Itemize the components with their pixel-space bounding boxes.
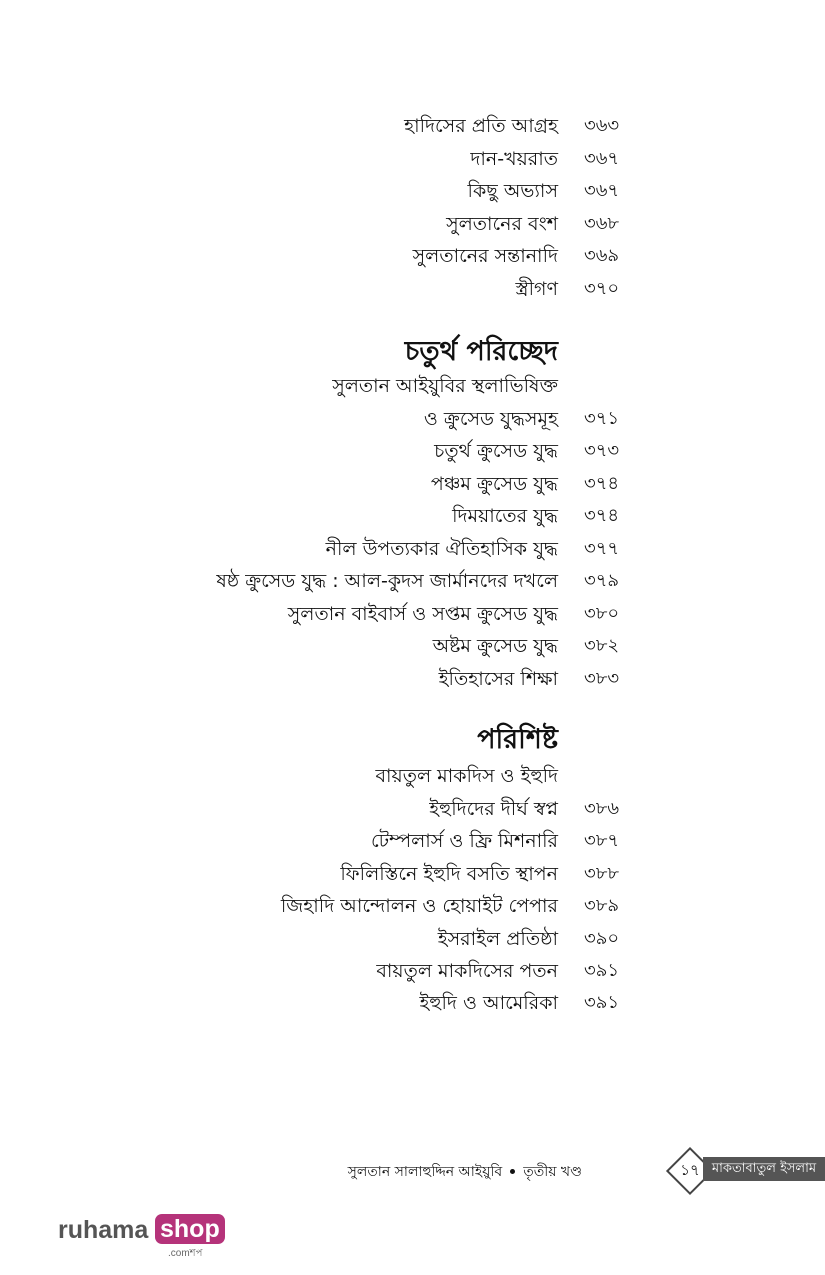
toc-entry [0, 987, 825, 1019]
appendix-heading: পরিশিষ্ট [477, 724, 558, 755]
toc-entry-label: সুলতান আইয়ুবির স্থলাভিষিক্ত [332, 375, 558, 397]
toc-entry-label: বায়তুল মাকদিসের পতন [376, 960, 558, 982]
logo-text-com: .comশপ [168, 1248, 203, 1259]
toc-entry [0, 760, 825, 792]
toc-entry [0, 825, 825, 857]
toc-entry-page: ৩৬৩ [584, 115, 620, 136]
toc-entry-label: কিছু অভ্যাস [467, 180, 558, 202]
publisher-name: মাকতাবাতুল ইসলাম [703, 1157, 825, 1181]
toc-entry [0, 565, 825, 597]
toc-entry-page: ৩৬৭ [584, 180, 620, 201]
toc-entry-page: ৩৭৭ [584, 538, 620, 559]
toc-entry [0, 793, 825, 825]
toc-entry-label: ইতিহাসের শিক্ষা [438, 668, 558, 690]
toc-entry-page: ৩৭০ [584, 278, 620, 299]
toc-entry-page: ৩৭৯ [584, 570, 620, 591]
toc-entry-page: ৩৭৪ [584, 505, 620, 526]
toc-entry-label: ইসরাইল প্রতিষ্ঠা [437, 928, 558, 950]
toc-entry-label: সুলতানের বংশ [446, 213, 558, 235]
toc-entry-page: ৩৯০ [584, 928, 620, 949]
toc-entry-page: ৩৬৯ [584, 245, 620, 266]
toc-entry [0, 468, 825, 500]
toc-entry-label: চতুর্থ ক্রুসেড যুদ্ধ [434, 440, 558, 462]
page-number: ১৭ [680, 1161, 700, 1179]
toc-entry [0, 955, 825, 987]
ruhamashop-logo [58, 1210, 228, 1260]
toc-entry [0, 175, 825, 207]
toc-entry-page: ৩৮৩ [584, 668, 620, 689]
toc-entry-label: সুলতান বাইবার্স ও সপ্তম ক্রুসেড যুদ্ধ [287, 603, 558, 625]
bullet-icon [510, 1169, 515, 1174]
logo-text-ruhama: ruhama [58, 1216, 149, 1244]
toc-entry-label: দিময়াতের যুদ্ধ [452, 505, 558, 527]
toc-entry-page: ৩৭৪ [584, 473, 620, 494]
toc-entry-label: অষ্টম ক্রুসেড যুদ্ধ [432, 635, 558, 657]
toc-entry-label: ইহুদিদের দীর্ঘ স্বপ্ন [429, 798, 558, 820]
toc-entry-page: ৩৭৩ [584, 440, 620, 461]
toc-entry [0, 435, 825, 467]
toc-entry-page: ৩৮৬ [584, 798, 620, 819]
toc-entry [0, 858, 825, 890]
toc-entry [0, 370, 825, 402]
toc-entry-label: স্ত্রীগণ [515, 278, 558, 300]
toc-entry-page: ৩৮২ [584, 635, 620, 656]
toc-entry-label: পঞ্চম ক্রুসেড যুদ্ধ [430, 473, 558, 495]
toc-entry [0, 208, 825, 240]
toc-entry [0, 403, 825, 435]
toc-entry [0, 240, 825, 272]
toc-entry-label: হাদিসের প্রতি আগ্রহ [404, 115, 558, 137]
toc-entry [0, 273, 825, 305]
running-footer [348, 1160, 582, 1184]
toc-entry-page: ৩৯১ [584, 992, 620, 1013]
toc-entry-label: দান-খয়রাত [470, 148, 558, 170]
toc-entry-page: ৩৭১ [584, 408, 620, 429]
toc-entry [0, 110, 825, 142]
toc-entry-page: ৩৮০ [584, 603, 620, 624]
toc-entry [0, 890, 825, 922]
toc-entry-page: ৩৮৮ [584, 863, 620, 884]
toc-entry [0, 923, 825, 955]
toc-entry-label: ও ক্রুসেড যুদ্ধসমূহ [423, 408, 558, 430]
toc-entry-page: ৩৬৭ [584, 148, 620, 169]
toc-entry [0, 663, 825, 695]
toc-entry-label: টেম্পলার্স ও ফ্রি মিশনারি [371, 830, 558, 852]
toc-entry-page: ৩৬৮ [584, 213, 620, 234]
toc-entry [0, 500, 825, 532]
toc-entry-label: সুলতানের সন্তানাদি [412, 245, 558, 267]
toc-entry [0, 630, 825, 662]
toc-entry-label: ষষ্ঠ ক্রুসেড যুদ্ধ : আল-কুদস জার্মানদের দখলে [216, 570, 558, 592]
toc-entry-label: নীল উপত্যকার ঐতিহাসিক যুদ্ধ [325, 538, 558, 560]
toc-entry-page: ৩৮৭ [584, 830, 620, 851]
toc-entry-label: ইহুদি ও আমেরিকা [419, 992, 558, 1014]
toc-entry [0, 598, 825, 630]
book-title: সুলতান সালাহুদ্দিন আইয়ুবি [347, 1164, 503, 1180]
toc-entry-page: ৩৯১ [584, 960, 620, 981]
toc-entry-page: ৩৮৯ [584, 895, 620, 916]
toc-entry [0, 143, 825, 175]
toc-entry-label: জিহাদি আন্দোলন ও হোয়াইট পেপার [280, 895, 558, 917]
toc-entry-label: বায়তুল মাকদিস ও ইহুদি [375, 765, 558, 787]
chapter-heading: চতুর্থ পরিচ্ছেদ [404, 336, 558, 367]
toc-entry-label: ফিলিস্তিনে ইহুদি বসতি স্থাপন [340, 863, 558, 885]
page-footer [0, 1150, 825, 1190]
toc-entry [0, 533, 825, 565]
volume-label: তৃতীয় খণ্ড [523, 1164, 582, 1180]
logo-text-shop: shop [155, 1214, 225, 1244]
